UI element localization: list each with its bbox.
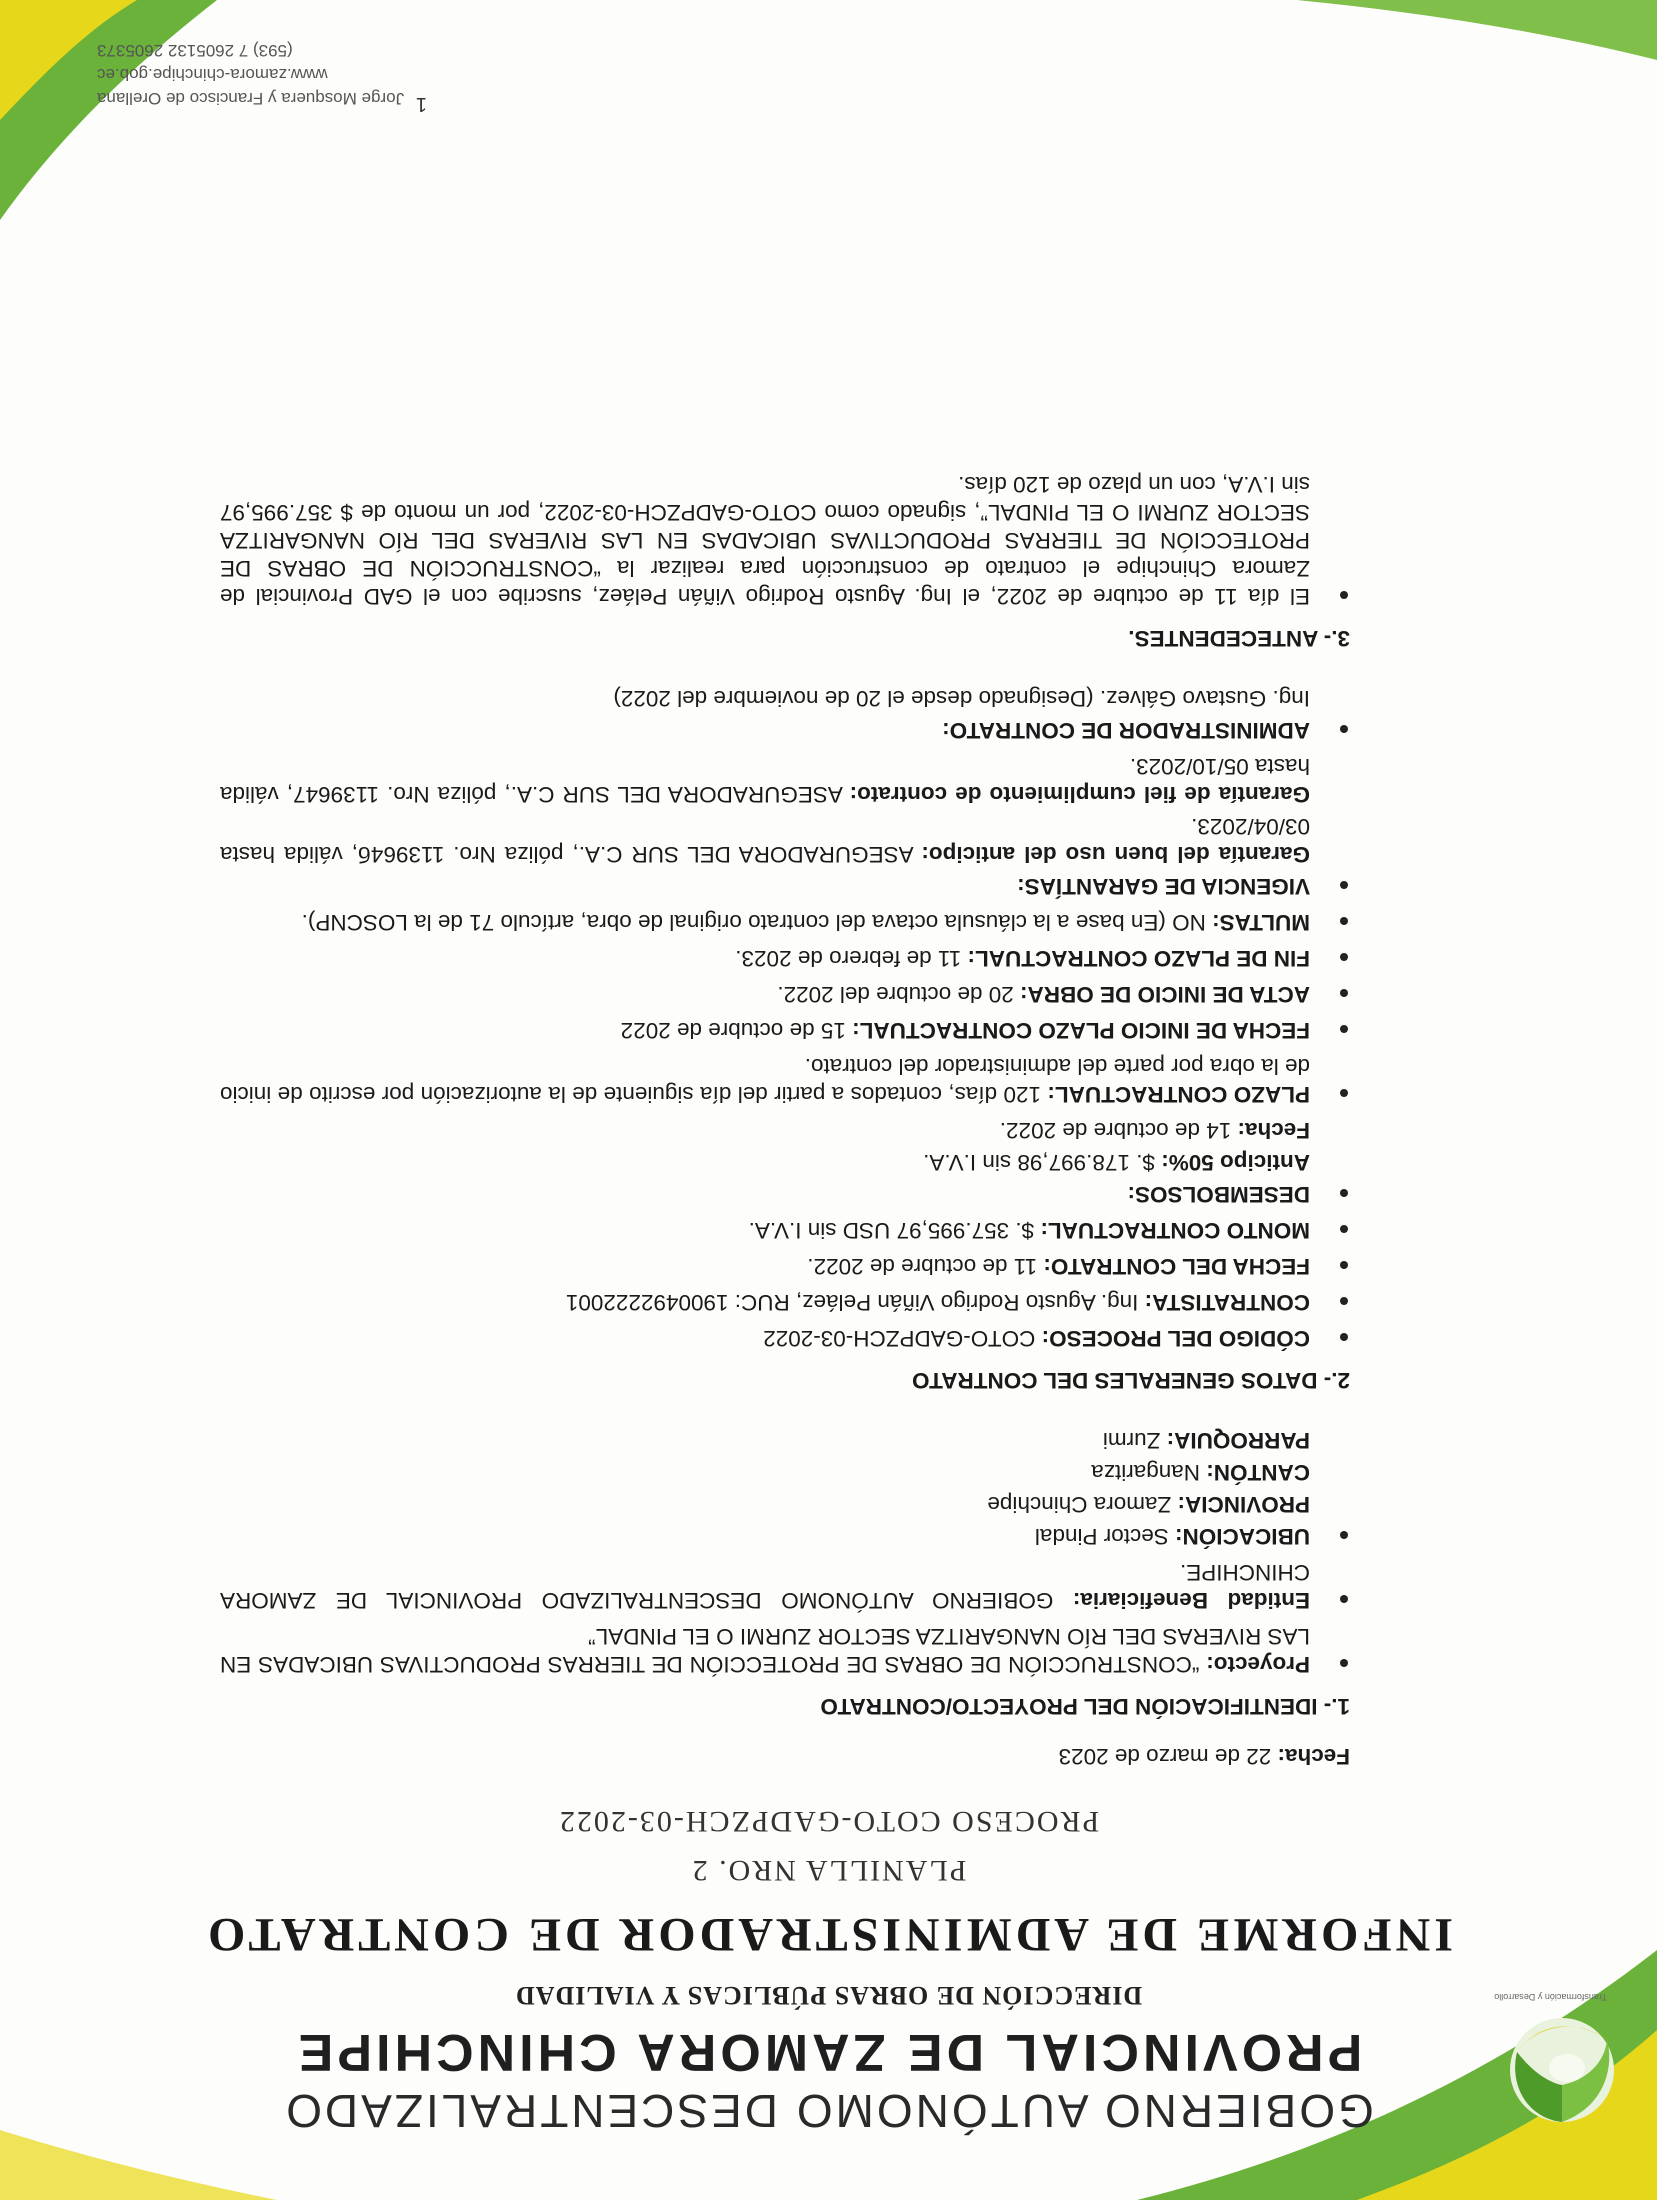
canton-value: Nangaritza: [1091, 1460, 1207, 1485]
list-item-entidad: [220, 1558, 1350, 1614]
ubicacion-label: UBICACIÓN:: [1175, 1524, 1310, 1549]
list-item-administrador: [220, 684, 1350, 744]
multas-label: MULTAS:: [1212, 910, 1310, 935]
antecedentes-paragraph: El día 11 de octubre de 2022, el Ing. Agusto Rodrigo Viñán Peláez, suscribe con el GAD Provincial de Zamora Chinchipe el contrato de construcción para realizar la “CONSTRUCCIÓN DE OBRAS DE PROTECCIÓN DE TIERRAS PRODUCTIVAS UBICADAS EN LAS RIVERAS DEL RÍO NANGARITZA SECTOR ZURMI O EL PINDAL”, signado como COTO-GADPZCH-03-2022, por un monto de $ 357.995,97 sin I.V.A, con un plazo de 120 días.: [220, 472, 1310, 609]
process-code: PROCESO COTO-GADPZCH-03-2022: [557, 1805, 1100, 1838]
anticipo-fecha-value: 14 de octubre de 2022.: [999, 1118, 1238, 1143]
administrador-value: Ing. Gustavo Gálvez. (Designado desde el 20 de noviembre del 2022): [613, 686, 1310, 711]
logo-tagline: Transformación y Desarrollo: [1494, 1992, 1607, 2002]
list-item-ubicacion: [220, 1426, 1350, 1550]
list-item-fecha-contrato: [220, 1252, 1350, 1280]
date-value: 22 de marzo de 2023: [1058, 1744, 1278, 1769]
provincia-label: PROVINCIA:: [1177, 1492, 1310, 1517]
list-item-monto: [220, 1216, 1350, 1244]
garantia-cumplimiento-label: Garantía de fiel cumplimiento de contrato:: [849, 782, 1310, 807]
list-item-acta-inicio: [220, 980, 1350, 1008]
list-item-antecedentes: [220, 470, 1350, 610]
footer-phone: (593) 7 2605132 2605373: [97, 41, 293, 60]
fecha-inicio-value: 15 de octubre de 2022: [620, 1018, 853, 1043]
fecha-inicio-label: FECHA DE INICIO PLAZO CONTRACTUAL:: [852, 1018, 1310, 1043]
desembolsos-label: DESEMBOLSOS:: [1127, 1182, 1310, 1207]
organization-name-line1: GOBIERNO AUTÓNOMO DESCENTRALIZADO: [283, 2085, 1374, 2137]
multas-value: NO (En base a la cláusula octava del contrato original de obra, artículo 71 de la LOSCNP).: [301, 910, 1213, 935]
fin-plazo-value: 11 de febrero de 2023.: [735, 946, 968, 971]
monto-value: $. 357.995,97 USD sin I.V.A.: [748, 1218, 1041, 1243]
anticipo-value: $. 178.997,98 sin I.V.A.: [923, 1150, 1162, 1175]
footer-website[interactable]: www.zamora-chinchipe.gob.ec: [97, 65, 328, 84]
section2-list: [220, 684, 1350, 1352]
provincia-value: Zamora Chinchipe: [987, 1492, 1178, 1517]
swoosh-yellow-top-right: [0, 2130, 277, 2200]
section1-heading: 1.- IDENTIFICACIÓN DEL PROYECTO/CONTRATO: [820, 1694, 1350, 1719]
swoosh-green-bottom-left: [1297, 0, 1657, 60]
entidad-value: GOBIERNO AUTÓNOMO DESCENTRALIZADO PROVINCIAL DE ZAMORA CHINCHIPE.: [220, 1560, 1310, 1613]
garantia-anticipo-value: ASEGURADORA DEL SUR C.A., póliza Nro. 113964б, válida hasta 03/04/2023.: [220, 814, 1310, 867]
section3-list: [220, 470, 1350, 610]
codigo-value: COTO-GADPZCH-03-2022: [763, 1326, 1042, 1351]
report-title: INFORME DE ADMINISTRADOR DE CONTRATO: [204, 1908, 1453, 1961]
list-item-fin-plazo: [220, 944, 1350, 972]
administrador-label: ADMINISTRADOR DE CONTRATO:: [942, 718, 1310, 743]
list-item-plazo: [220, 1052, 1350, 1108]
list-item-proyecto: [220, 1622, 1350, 1678]
ubicacion-value: Sector Pindal: [1034, 1524, 1175, 1549]
plazo-label: PLAZO CONTRACTUAL:: [1047, 1082, 1310, 1107]
page-number: 1: [415, 93, 427, 115]
contratista-label: CONTRATISTA:: [1144, 1290, 1310, 1315]
parroquia-value: Zurmi: [1102, 1428, 1167, 1453]
list-item-multas: [220, 908, 1350, 936]
report-body: [220, 462, 1350, 1770]
planilla-number: PLANILLA NRO. 2: [690, 1854, 967, 1887]
organization-name-line2: PROVINCIAL DE ZAMORA CHINCHIPE: [294, 2023, 1363, 2081]
garantia-cumplimiento-value: ASEGURADORA DEL SUR C.A., póliza Nro. 1139647, válida hasta 05/10/2023.: [220, 754, 1310, 807]
monto-label: MONTO CONTRACTUAL:: [1040, 1218, 1310, 1243]
entidad-label: Entidad Beneficiaria:: [1072, 1588, 1310, 1613]
contratista-value: Ing. Agusto Rodrigo Viñán Peláez, RUC: 1900492222001: [565, 1290, 1145, 1315]
proyecto-value: “CONSTRUCCIÓN DE OBRAS DE PROTECCIÓN DE TIERRAS PRODUCTIVAS UBICADAS EN LAS RIVERAS DEL RÍO NANGARITZA SECTOR ZURMI O EL PINDAL”: [220, 1624, 1310, 1677]
anticipo-fecha-label: Fecha:: [1237, 1118, 1310, 1143]
acta-inicio-value: 20 de octubre del 2022.: [777, 982, 1020, 1007]
section1-list: [220, 1426, 1350, 1678]
list-item-desembolsos: [220, 1116, 1350, 1208]
list-item-contratista: [220, 1288, 1350, 1316]
report-date: [220, 1742, 1350, 1770]
parroquia-label: PARROQUIA:: [1166, 1428, 1310, 1453]
date-label: Fecha:: [1277, 1744, 1350, 1769]
footer-address: Jorge Mosquera y Francisco de Orellana: [97, 89, 405, 108]
fecha-contrato-label: FECHA DEL CONTRATO:: [1043, 1254, 1310, 1279]
proyecto-label: Proyecto:: [1206, 1652, 1310, 1677]
section3-heading: 3.- ANTECEDENTES.: [1128, 626, 1350, 651]
garantia-anticipo-label: Garantía del buen uso del anticipo:: [921, 842, 1310, 867]
canton-label: CANTÓN:: [1206, 1460, 1310, 1485]
department-name: DIRECCIÓN DE OBRAS PÚBLICAS Y VIALIDAD: [514, 1981, 1143, 2010]
codigo-label: CÓDIGO DEL PROCESO:: [1041, 1326, 1310, 1351]
section2-heading: 2.- DATOS GENERALES DEL CONTRATO: [912, 1368, 1350, 1393]
page-footer: [97, 38, 557, 110]
acta-inicio-label: ACTA DE INICIO DE OBRA:: [1020, 982, 1310, 1007]
list-item-vigencia: [220, 752, 1350, 900]
plazo-value: 120 días, contados a partir del día siguiente de la autorización por escrito de inicio de la obra por parte del administrador del contrato.: [220, 1054, 1310, 1107]
list-item-codigo: [220, 1324, 1350, 1352]
vigencia-label: VIGENCIA DE GARANTÍAS:: [1017, 874, 1310, 899]
fin-plazo-label: FIN DE PLAZO CONTRACTUAL:: [967, 946, 1310, 971]
anticipo-label: Anticipo 50%:: [1161, 1150, 1310, 1175]
list-item-fecha-inicio: [220, 1016, 1350, 1044]
fecha-contrato-value: 11 de octubre de 2022.: [807, 1254, 1044, 1279]
